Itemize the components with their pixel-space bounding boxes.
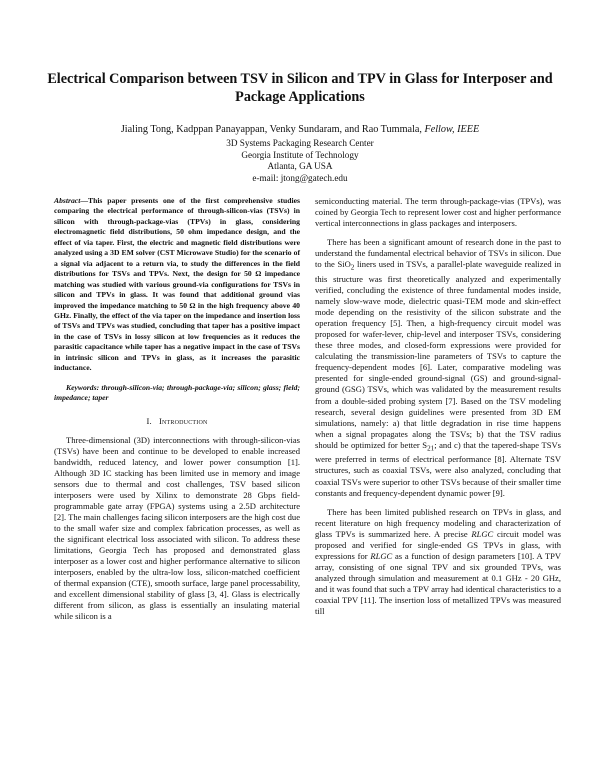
p2-subscript: 2 <box>350 263 355 272</box>
p3-text-b: circuit model was proposed and verified for single-ended GS TPVs in glass, with expressions for <box>315 528 561 561</box>
affiliation-institute: Georgia Institute of Technology <box>241 149 359 160</box>
right-paragraph-2 <box>315 237 561 498</box>
left-column <box>54 196 300 622</box>
p2-subscript-s21: 21 <box>427 444 435 453</box>
section-heading-introduction <box>54 416 300 427</box>
p3-text-a: There has been limited published research on TPVs in glass, and recent literature on high frequency modeling and characterization of glass TPVs is summarized here. A precise <box>315 506 561 539</box>
paper-title: Electrical Comparison between TSV in Silicon and TPV in Glass for Interposer and Package Applications <box>47 71 553 105</box>
affiliation-block <box>150 138 450 184</box>
section-title: Introduction <box>158 415 208 426</box>
abstract-label: Abstract <box>54 196 81 205</box>
right-column <box>315 196 561 617</box>
p3-rlgc-2: RLGC <box>370 550 393 561</box>
author-fellow: Fellow, IEEE <box>424 124 480 135</box>
author-line <box>20 123 580 136</box>
p2-text-b: liners used in TSVs, a parallel-plate waveguide realized in this structure was first theoretically analyzed and experimentally verified, concluding the existence of three fundamental modes inside, namely slow-wave mode, dielectric quasi-TEM mode and skin-effect mode depending on the resistivity of the silicon substrate and the operation frequency [5]. Then, a high-frequency circuit model was proposed for wafer-lever, chip-level and interposer TSVs, considering these three modes, and closed-form expressions were provided for calculating the transmission-line parameters of TSVs to capture the frequency-dependent modes [6]. Later, comparative modeling was presented for single-ended ground-signal (GS) and ground-signal-ground (GSG) TSVs, which was validated by the measurement results from a double-sided probing system [7]. Based on the TSV modeling research, several design guidelines were presented from 3D EM simulations, namely: a) that little degradation in rise time happens when a signal propagates along the TSVs; b) that the TSV radius should be optimized for better S <box>315 259 561 450</box>
keywords <box>54 383 300 404</box>
author-names: Jialing Tong, Kadppan Panayappan, Venky Sundaram, and Rao Tummala, <box>120 124 422 135</box>
p3-rlgc-1: RLGC <box>471 528 494 539</box>
affiliation-email: e-mail: jtong@gatech.edu <box>252 172 348 183</box>
p2-text-a: There has been a significant amount of research done in the past to understand the fundamental electrical behavior of TSVs in silicon. Due to the SiO <box>315 237 561 270</box>
section-number: I. <box>146 415 152 426</box>
abstract-text: —This paper presents one of the first comprehensive studies comparing the electrical performance of through-silicon-vias (TSVs) in silicon with through-package-vias (TPVs) in glass, considering electromagnetic field distributions, 50 ohm impedance design, and the effect of via taper. First, the electric and magnetic field distributions were analyzed using a 3D EM solver (CST Microwave Studio) for the scenario of a signal via adjacent to a return via, to study the differences in the field distributions for TSVs and TPVs. Next, the design for 50 Ω impedance matching was studied with various ground-via configurations for TSVs in silicon and TPVs in glass. It was found that additional ground vias improved the impedance matching to 50 Ω in the high frequency above 40 GHz. Finally, the effect of the via taper on the impedance and insertion loss of TSVs and TPVs was studied, concluding that taper has a positive impact in the case of TSVs in lossy silicon at low frequencies as it reduces the parasitic capacitance while taper has a negative impact in the case of TSVs in intrinsic silicon and TPVs in glass, as it increases the parasitic inductance. <box>54 196 300 373</box>
p3-text-c: as a function of design parameters [10]. A TPV array, consisting of one signal TPV and six grounded TPVs, was analyzed through simulation and measurement at 0.1 GHz - 20 GHz, and it was found that such a TPV array had identical characteristics to a coaxial TPV [11]. The insertion loss of metallized TPVs was measured till <box>315 550 561 617</box>
keywords-text: through-silicon-via; through-package-via; silicon; glass; field; impedance; taper <box>54 382 300 403</box>
intro-paragraph: Three-dimensional (3D) interconnections with through-silicon-vias (TSVs) have been and continue to be developed to enable increased bandwidth, reduced latency, and lower power consumption [1]. Although 3D IC stacking has been limited use in memory and image sensors due to thermal and cost challenges, TSV based silicon interposers were used by Xilinx to demonstrate 28 Gbps field-programmable gate array (FPGA) systems using a 2.5D architecture [2]. The main challenges facing silicon interposers are the high cost due to the small wafer size and complex fabrication processes, as well as the significant electrical loss associated with silicon. To address these limitations, Georgia Tech has proposed and demonstrated glass interposer as a lower cost and higher performance alternative to silicon interposers, enabled by the ultra-low loss, silicon-matched coefficient of thermal expansion (CTE), smooth surface, large panel processability, and excellent dimensional stability of glass [3, 4]. Glass is electrically different from silicon, as glass is essentially an insulating material while silicon is a <box>54 434 300 622</box>
abstract <box>54 196 300 374</box>
right-paragraph-3 <box>315 507 561 617</box>
right-paragraph-1: semiconducting material. The term through-package-vias (TPVs), was coined by Georgia Tech to represent lower cost and higher performance vertical interconnections in glass packages and interposers. <box>315 196 561 229</box>
affiliation-center: 3D Systems Packaging Research Center <box>226 138 374 148</box>
affiliation-location: Atlanta, GA USA <box>267 161 333 171</box>
p2-text-c: ; and c) that the tapered-shape TSVs were preferred in terms of electrical performance [8]. Alternate TSV structures, such as coaxial TSVs, were also analyzed, concluding that coaxial TSVs were superior to other TSVs because of their smaller time constants and frequency-dependent dynamic power [9]. <box>315 439 561 498</box>
keywords-label: Keywords: <box>66 382 100 392</box>
